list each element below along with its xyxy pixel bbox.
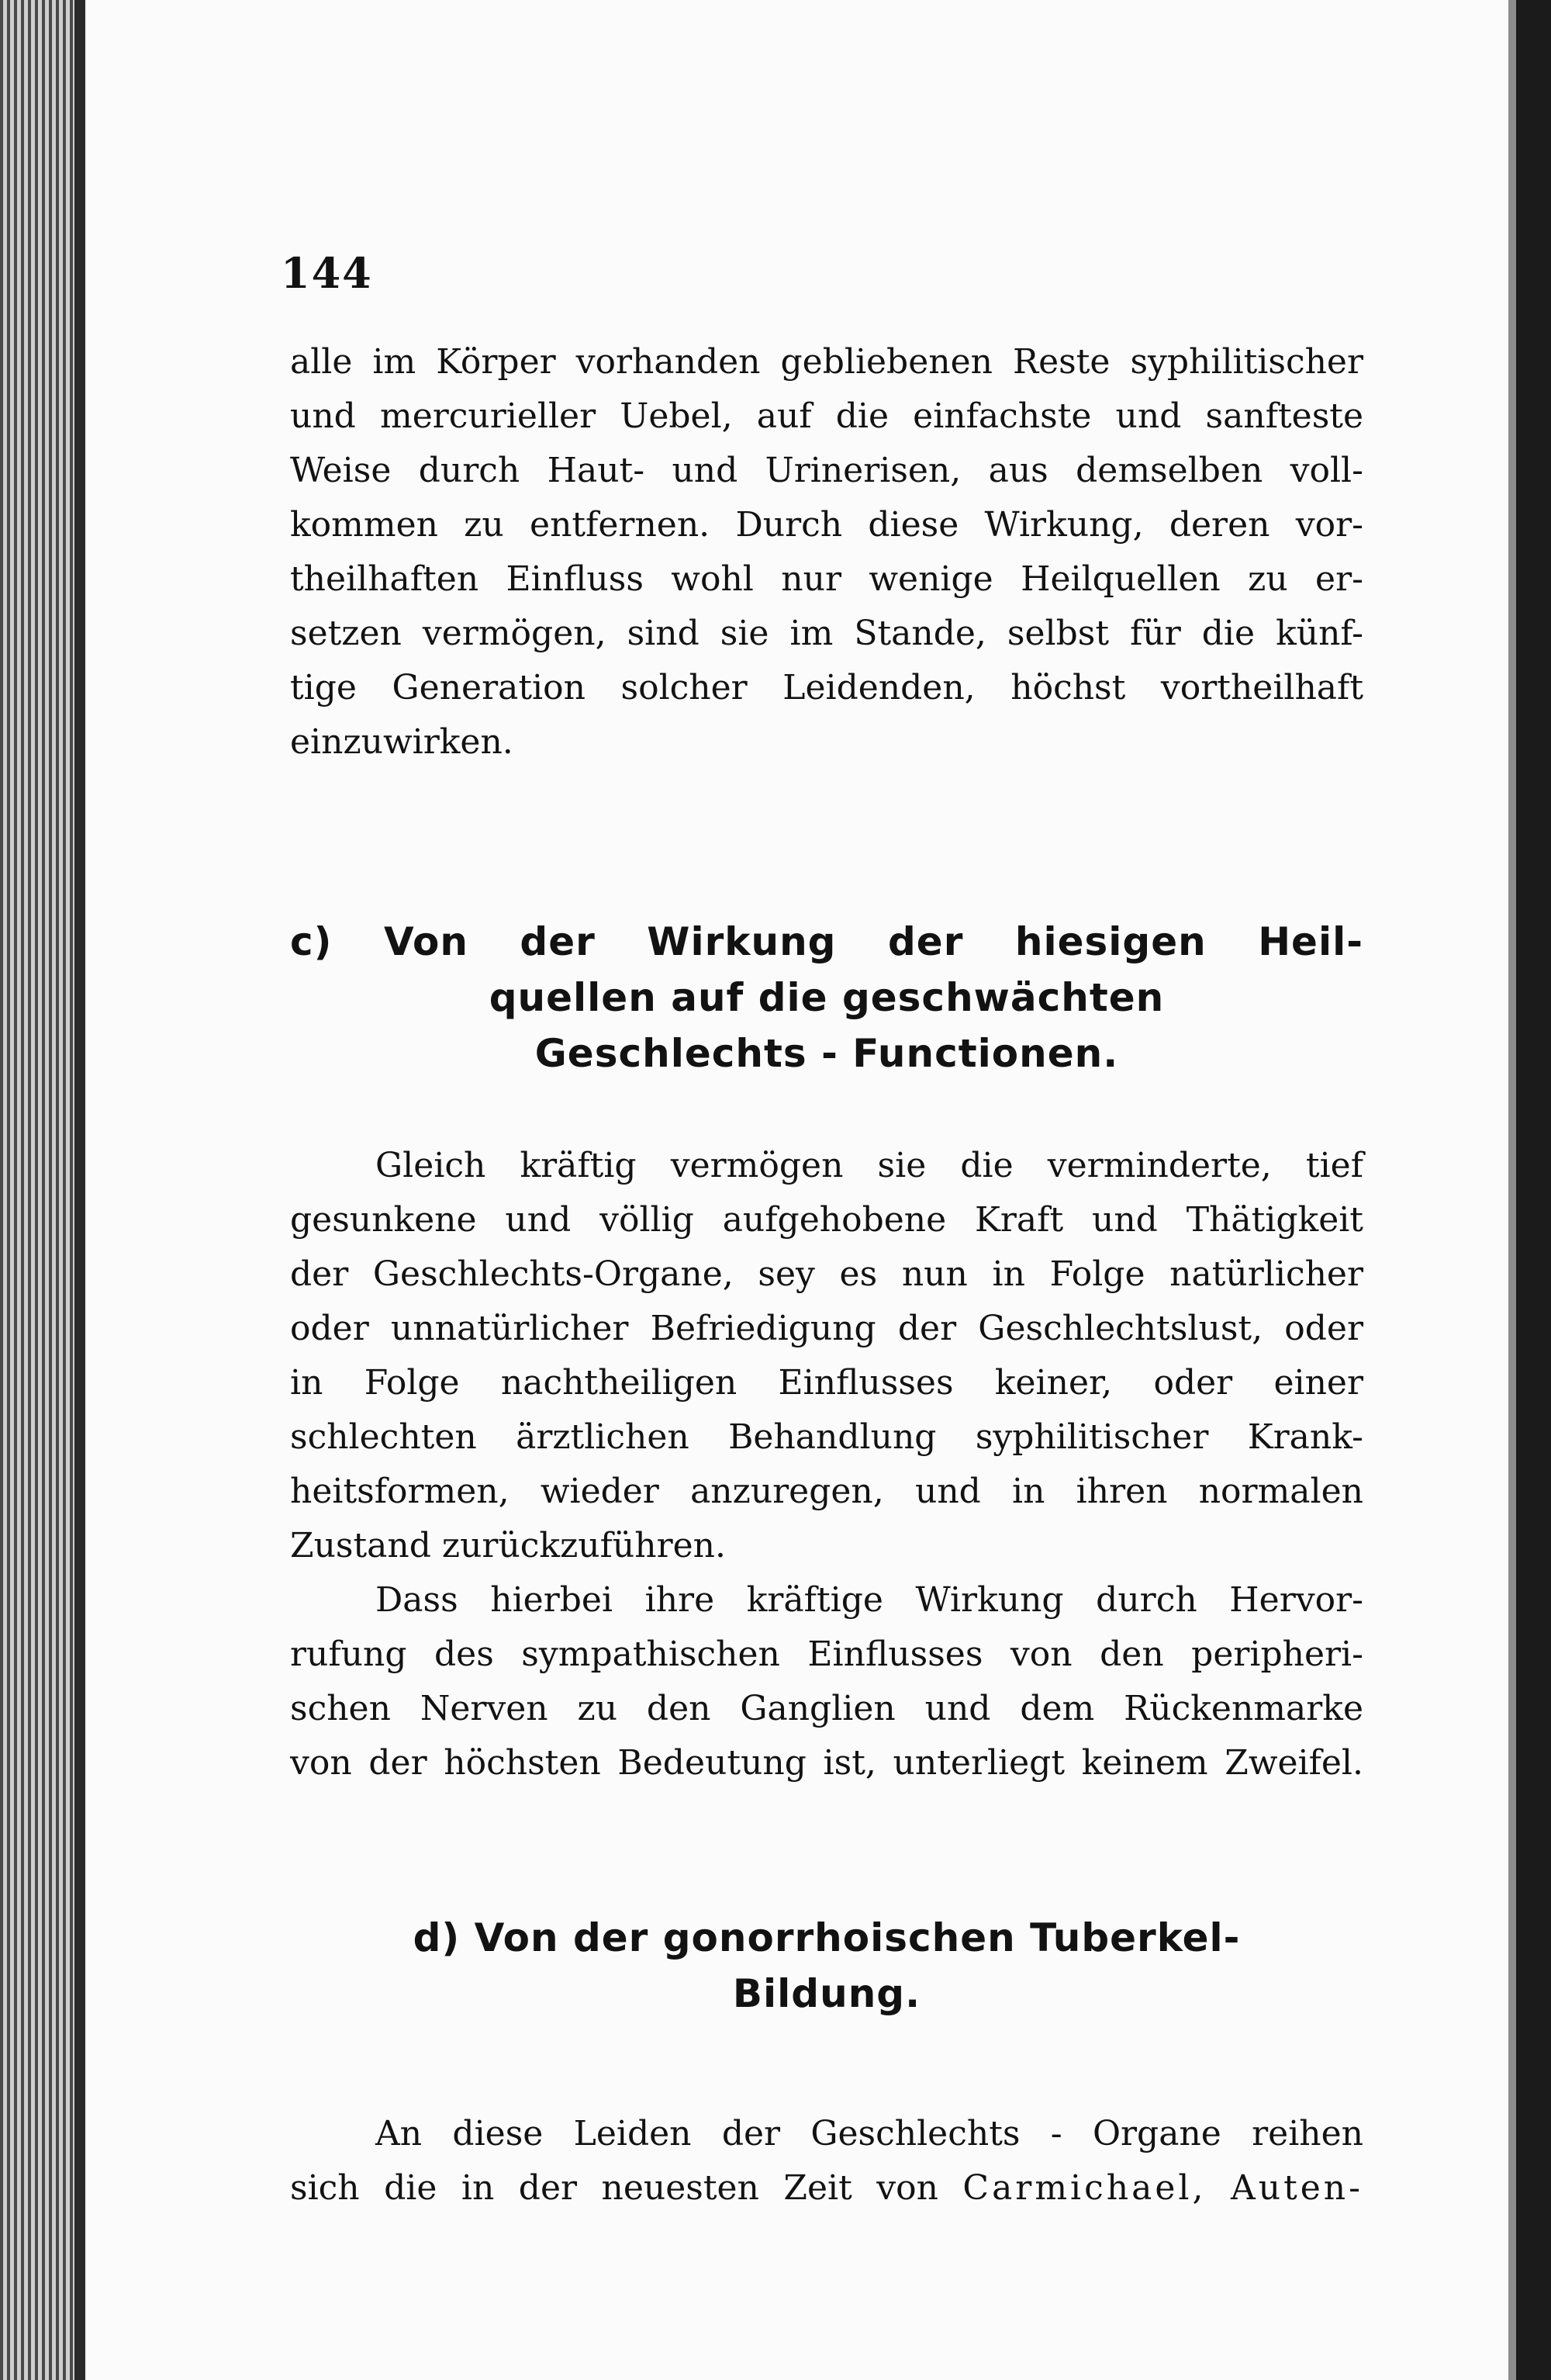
text-line: Zustand zurückzuführen. <box>290 1526 726 1565</box>
text-line: alle im Körper vorhanden gebliebenen Reste syphilitischer <box>290 342 1363 382</box>
paragraph-2 <box>290 1139 1363 1573</box>
page-number: 144 <box>281 248 373 298</box>
page-edges <box>0 0 85 2380</box>
text-line: der Geschlechts-Organe, sey es nun in Folge natürlicher <box>290 1254 1363 1294</box>
right-page-edge <box>1516 0 1551 2380</box>
heading-line: Bildung. <box>732 1971 921 2016</box>
text-line: tige Generation solcher Leidenden, höchst vortheilhaft <box>290 668 1363 707</box>
text-line: An diese Leiden der Geschlechts - Organe reihen <box>375 2114 1363 2153</box>
text-line: einzuwirken. <box>290 722 513 762</box>
heading-line: c) Von der Wirkung der hiesigen Heil- <box>290 919 1363 964</box>
text-line: Weise durch Haut- und Urinerisen, aus demselben voll- <box>290 451 1363 490</box>
section-heading-d <box>290 1910 1363 2022</box>
text-line: rufung des sympathischen Einflusses von den peripheri- <box>290 1635 1363 1674</box>
text-line: heitsformen, wieder anzuregen, und in ihren normalen <box>290 1472 1363 1511</box>
text-line: schlechten ärztlichen Behandlung syphilitischer Krank- <box>290 1417 1363 1457</box>
heading-line: d) Von der gonorrhoischen Tuberkel- <box>413 1915 1241 1960</box>
text-line: theilhaften Einfluss wohl nur wenige Heilquellen zu er- <box>290 559 1363 599</box>
text-line: oder unnatürlicher Befriedigung der Geschlechtslust, oder <box>290 1309 1363 1348</box>
text-line: in Folge nachtheiligen Einflusses keiner, oder einer <box>290 1363 1363 1403</box>
text-line: Gleich kräftig vermögen sie die verminderte, tief <box>375 1146 1363 1185</box>
heading-line: Geschlechts - Functionen. <box>534 1031 1119 1076</box>
paragraph-4 <box>290 2107 1363 2216</box>
author-name: Auten- <box>1230 2168 1363 2208</box>
text-line: und mercurieller Uebel, auf die einfachste und sanfteste <box>290 396 1363 436</box>
text-line: schen Nerven zu den Ganglien und dem Rückenmarke <box>290 1689 1363 1728</box>
section-heading-c <box>290 914 1363 1081</box>
heading-line: quellen auf die geschwächten <box>489 975 1165 1020</box>
paragraph-1 <box>290 335 1363 770</box>
text-line <box>290 2161 1363 2216</box>
text-line: von der höchsten Bedeutung ist, unterliegt keinem Zweifel. <box>290 1743 1363 1783</box>
text-line: gesunkene und völlig aufgehobene Kraft und Thätigkeit <box>290 1200 1363 1240</box>
paragraph-3 <box>290 1573 1363 1790</box>
text-fragment: sich die in der neuesten Zeit von <box>290 2168 963 2208</box>
text-line: setzen vermögen, sind sie im Stande, selbst für die künf- <box>290 614 1363 653</box>
text-line: kommen zu entfernen. Durch diese Wirkung, deren vor- <box>290 505 1363 545</box>
text-line: Dass hierbei ihre kräftige Wirkung durch Hervor- <box>375 1580 1363 1620</box>
author-name: Carmichael, <box>962 2168 1207 2208</box>
